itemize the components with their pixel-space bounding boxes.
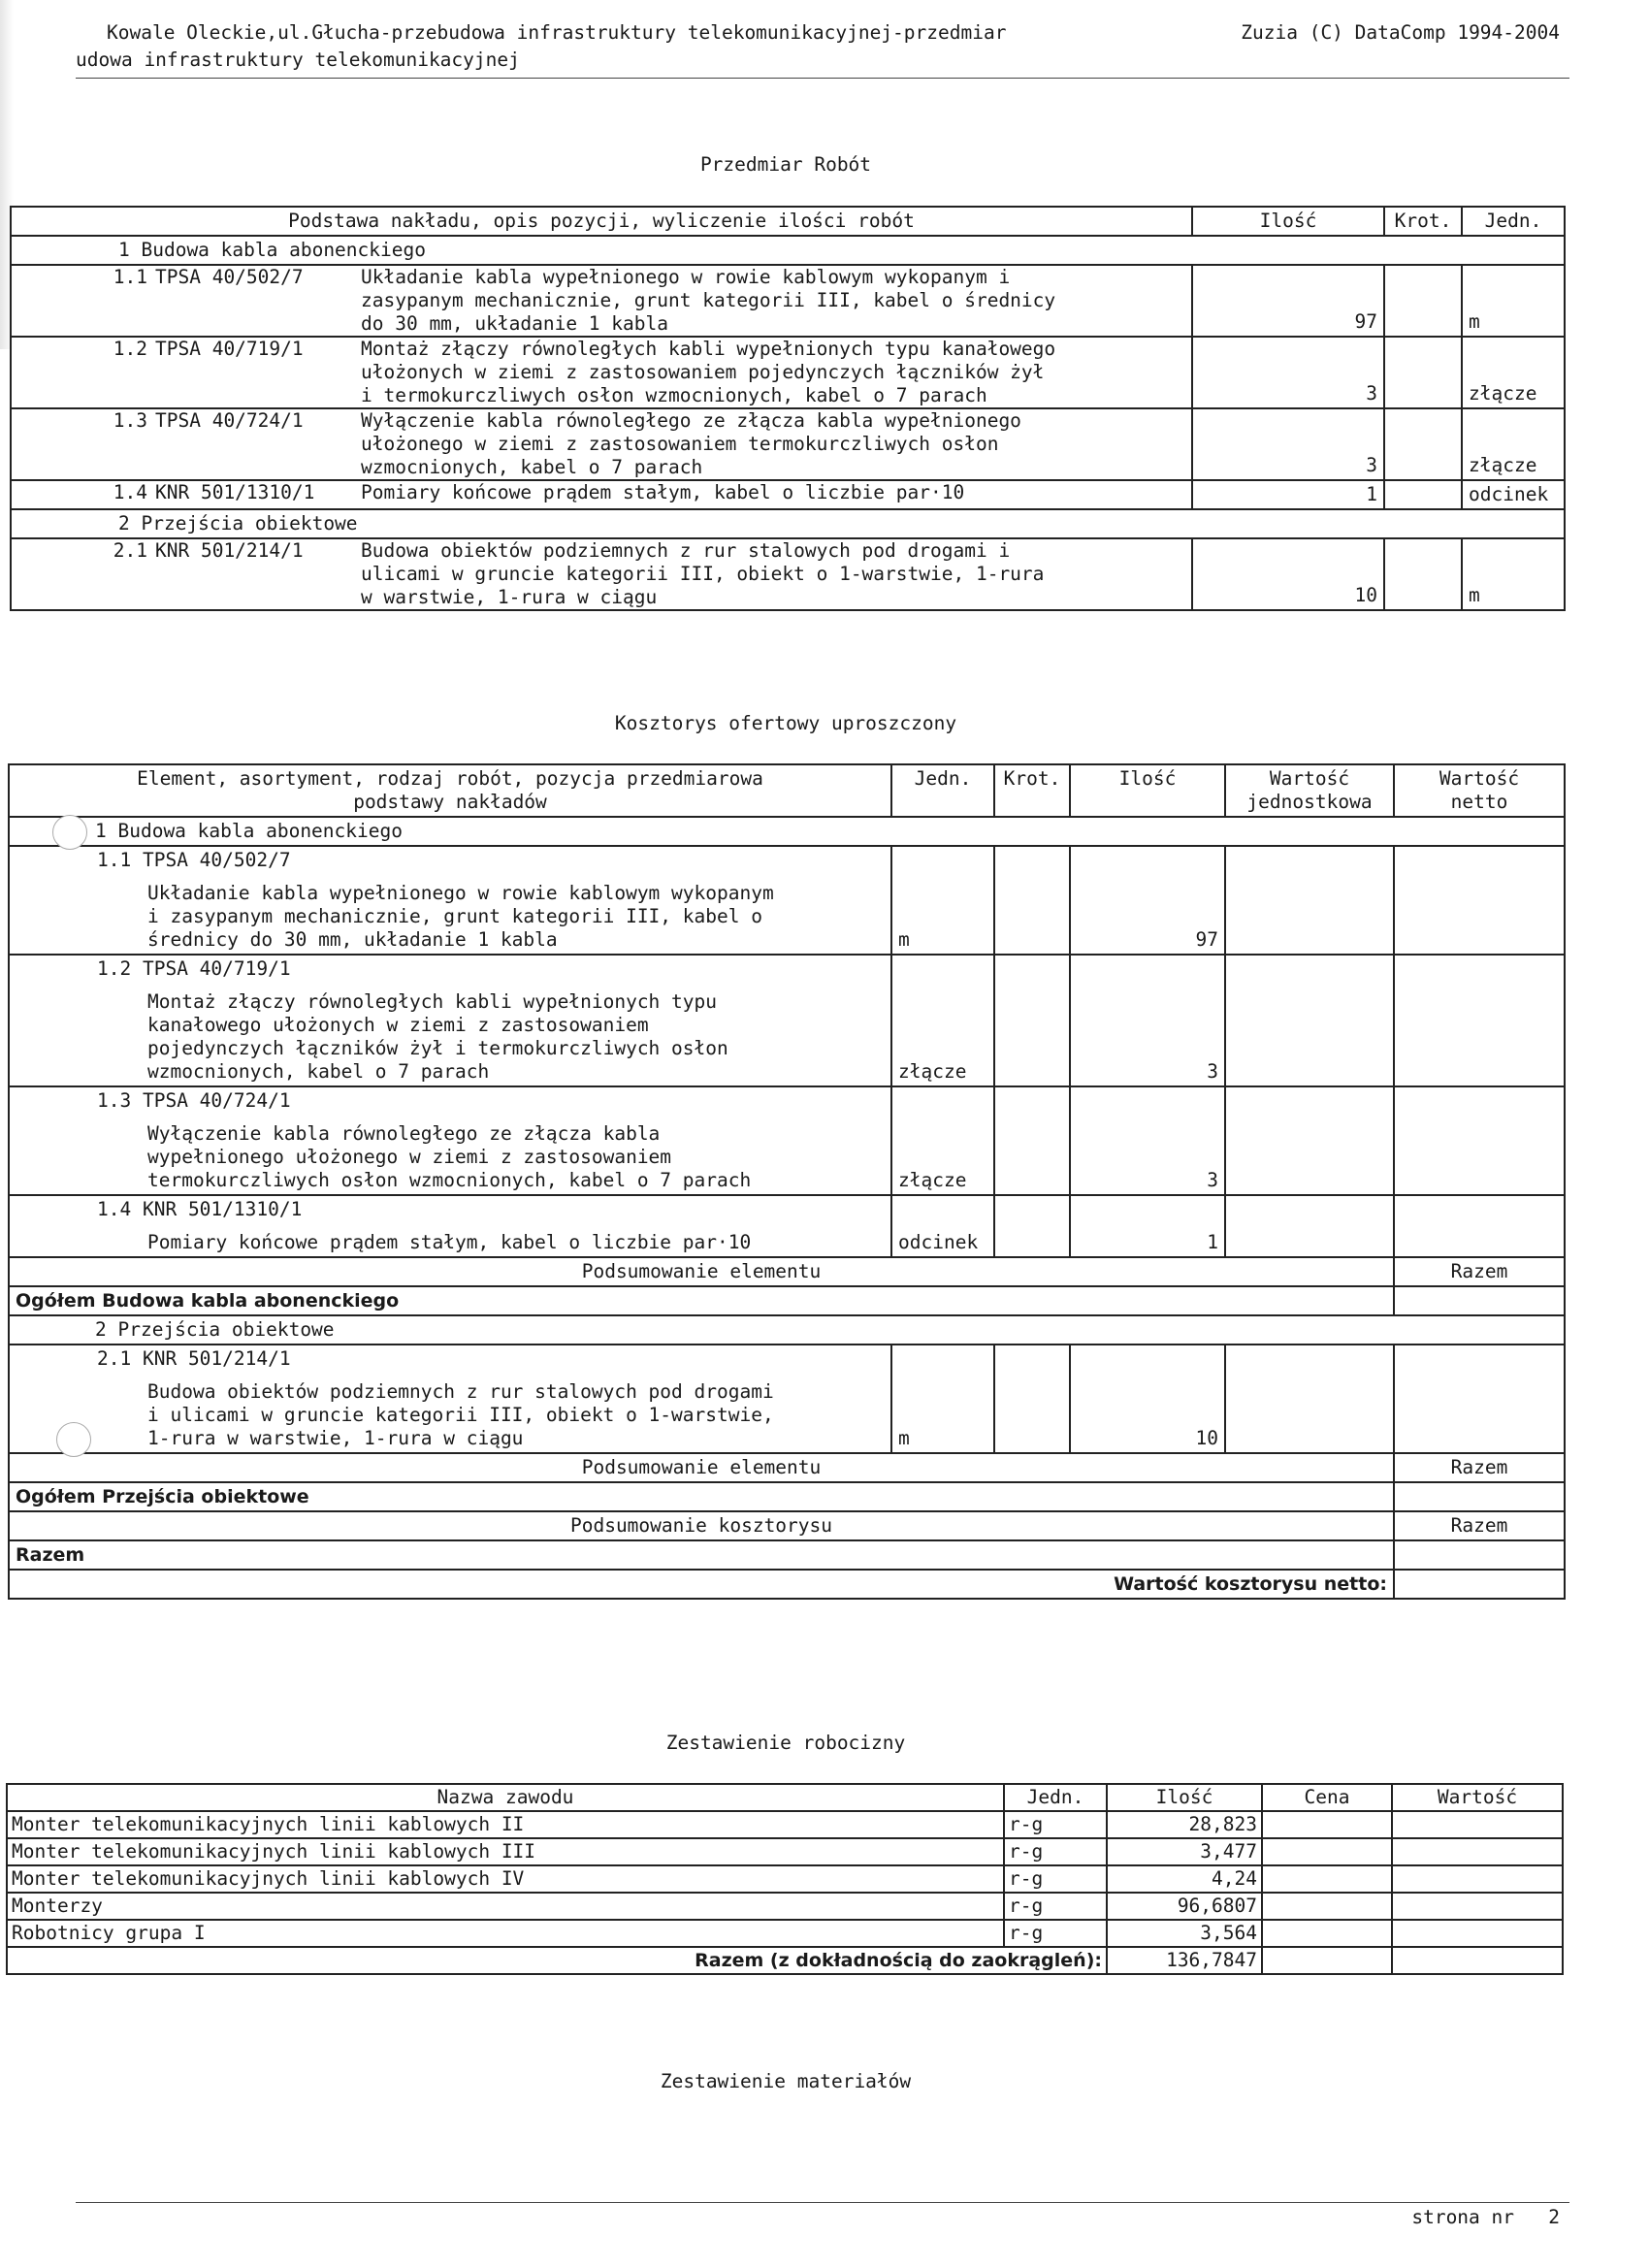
przedmiar-item-desc: Montaż złączy równoległych kabli wypełnionych typu kanałowego ułożonych w ziemi z zastosowaniem pojedynczych łączników żył i termokurczliwych osłon wzmocnionych, kabel o 7 parach	[361, 338, 1056, 406]
robocizna-name: Robotnicy grupa I	[7, 1920, 1004, 1947]
przedmiar-item-lp: 1.4	[113, 481, 147, 503]
kosztorys-item-desc: Pomiary końcowe prądem stałym, kabel o liczbie par·10	[147, 1231, 752, 1253]
robocizna-name: Monter telekomunikacyjnych linii kablowych III	[7, 1838, 1004, 1865]
przedmiar-group-row	[11, 236, 1565, 265]
kosztorys-item-krot	[994, 1086, 1070, 1195]
kosztorys-group-row	[9, 1315, 1565, 1345]
kosztorys-item-unit: złącze	[891, 955, 994, 1086]
robocizna-qty: 3,564	[1107, 1920, 1262, 1947]
kosztorys-col-krot: Krot.	[994, 764, 1070, 817]
robocizna-name: Monter telekomunikacyjnych linii kablowych II	[7, 1811, 1004, 1838]
kosztorys-item-ref	[16, 1198, 885, 1221]
kosztorys-final-total-label: Razem	[9, 1540, 1394, 1570]
kosztorys-col-qty: Ilość	[1070, 764, 1225, 817]
kosztorys-item-unit: złącze	[891, 1086, 994, 1195]
kosztorys-final-summary-label: Podsumowanie kosztorysu	[9, 1511, 1394, 1540]
robocizna-value	[1392, 1865, 1563, 1893]
robocizna-qty: 96,6807	[1107, 1893, 1262, 1920]
robocizna-qty: 4,24	[1107, 1865, 1262, 1893]
kosztorys-element-summary-razem: Razem	[1394, 1453, 1565, 1482]
przedmiar-item-krot	[1384, 408, 1462, 480]
kosztorys-item-desc: Wyłączenie kabla równoległego ze złącza kabla wypełnionego ułożonego w ziemi z zastosowaniem termokurczliwych osłon wzmocnionych, kabel o 7 parach	[147, 1122, 752, 1191]
kosztorys-col-net-value: Wartość netto	[1394, 764, 1565, 817]
kosztorys-final-summary-razem: Razem	[1394, 1511, 1565, 1540]
kosztorys-col-unit-value: Wartość jednostkowa	[1225, 764, 1394, 817]
kosztorys-item-net-value	[1394, 1195, 1565, 1257]
przedmiar-item-qty: 3	[1192, 337, 1384, 408]
kosztorys-element-total-row	[9, 1286, 1565, 1315]
page-number-value: 2	[1548, 2206, 1560, 2228]
kosztorys-final-total-row	[9, 1540, 1565, 1570]
punch-hole-mark	[56, 1422, 91, 1457]
robocizna-total-qty: 136,7847	[1107, 1947, 1262, 1974]
kosztorys-element-total-row	[9, 1482, 1565, 1511]
kosztorys-item-lp: 1.4	[97, 1198, 132, 1220]
kosztorys-item-code: TPSA 40/719/1	[142, 957, 291, 980]
kosztorys-item-unit-value	[1225, 1086, 1394, 1195]
kosztorys-item-code: KNR 501/1310/1	[142, 1198, 303, 1220]
kosztorys-item-ref	[16, 1089, 885, 1113]
przedmiar-col-desc: Podstawa nakładu, opis pozycji, wyliczenie ilości robót	[11, 207, 1192, 236]
kosztorys-final-total-value	[1394, 1540, 1565, 1570]
robocizna-name: Monterzy	[7, 1893, 1004, 1920]
przedmiar-item-qty: 3	[1192, 408, 1384, 480]
kosztorys-item-qty: 3	[1070, 1086, 1225, 1195]
robocizna-col-unit: Jedn.	[1004, 1784, 1107, 1811]
kosztorys-table	[8, 763, 1566, 1600]
robocizna-price	[1262, 1893, 1392, 1920]
robocizna-row	[7, 1893, 1563, 1920]
przedmiar-group-label: 1 Budowa kabla abonenckiego	[11, 236, 1565, 265]
przedmiar-col-qty: Ilość	[1192, 207, 1384, 236]
robocizna-total-row	[7, 1947, 1563, 1974]
kosztorys-element-summary-label: Podsumowanie elementu	[9, 1257, 1394, 1286]
kosztorys-item-ref	[16, 849, 885, 872]
kosztorys-item-unit-value	[1225, 1195, 1394, 1257]
przedmiar-title: Przedmiar Robót	[699, 153, 872, 176]
przedmiar-item-code: KNR 501/1310/1	[155, 481, 315, 503]
przedmiar-item-unit: m	[1462, 538, 1565, 610]
kosztorys-item-net-value	[1394, 1086, 1565, 1195]
przedmiar-item-krot	[1384, 337, 1462, 408]
header-project-title: Kowale Oleckie,ul.Głucha-przebudowa infrastruktury telekomunikacyjnej-przedmiar	[107, 21, 1007, 44]
kosztorys-item-unit-value	[1225, 955, 1394, 1086]
punch-hole-mark	[52, 815, 87, 850]
przedmiar-item-krot	[1384, 538, 1462, 610]
kosztorys-element-summary-razem: Razem	[1394, 1257, 1565, 1286]
robocizna-row	[7, 1865, 1563, 1893]
przedmiar-item-row	[11, 408, 1565, 480]
przedmiar-col-unit: Jedn.	[1462, 207, 1565, 236]
przedmiar-header-row	[11, 207, 1565, 236]
kosztorys-title: Kosztorys ofertowy uproszczony	[614, 712, 957, 734]
robocizna-row	[7, 1811, 1563, 1838]
robocizna-unit: r-g	[1004, 1811, 1107, 1838]
kosztorys-group-label: 1 Budowa kabla abonenckiego	[9, 817, 1565, 846]
kosztorys-col-unit: Jedn.	[891, 764, 994, 817]
kosztorys-element-summary-row	[9, 1257, 1565, 1286]
przedmiar-item-unit: złącze	[1462, 337, 1565, 408]
kosztorys-item-code: KNR 501/214/1	[142, 1347, 291, 1370]
robocizna-price	[1262, 1811, 1392, 1838]
kosztorys-item-unit-value	[1225, 1345, 1394, 1453]
kosztorys-element-total-value	[1394, 1482, 1565, 1511]
kosztorys-net-row	[9, 1570, 1565, 1599]
robocizna-value	[1392, 1811, 1563, 1838]
przedmiar-item-krot	[1384, 265, 1462, 337]
kosztorys-item-desc: Montaż złączy równoległych kabli wypełnionych typu kanałowego ułożonych w ziemi z zastosowaniem pojedynczych łączników żył i termokurczliwych osłon wzmocnionych, kabel o 7 parach	[147, 990, 728, 1083]
przedmiar-group-row	[11, 509, 1565, 538]
przedmiar-item-unit: złącze	[1462, 408, 1565, 480]
robocizna-row	[7, 1920, 1563, 1947]
kosztorys-net-value	[1394, 1570, 1565, 1599]
przedmiar-item-unit: odcinek	[1462, 480, 1565, 509]
kosztorys-element-summary-label: Podsumowanie elementu	[9, 1453, 1394, 1482]
przedmiar-item-code: TPSA 40/502/7	[155, 266, 304, 288]
kosztorys-item-qty: 1	[1070, 1195, 1225, 1257]
kosztorys-item-code: TPSA 40/724/1	[142, 1089, 291, 1112]
kosztorys-item-unit: m	[891, 846, 994, 955]
robocizna-col-value: Wartość	[1392, 1784, 1563, 1811]
kosztorys-element-total-label: Ogółem Budowa kabla abonenckiego	[9, 1286, 1394, 1315]
kosztorys-item-qty: 10	[1070, 1345, 1225, 1453]
kosztorys-item-lp: 1.1	[97, 849, 132, 871]
przedmiar-item-code: KNR 501/214/1	[155, 539, 304, 562]
robocizna-name: Monter telekomunikacyjnych linii kablowych IV	[7, 1865, 1004, 1893]
kosztorys-final-summary-row	[9, 1511, 1565, 1540]
kosztorys-item-code: TPSA 40/502/7	[142, 849, 291, 871]
przedmiar-item-row	[11, 538, 1565, 610]
robocizna-title: Zestawienie robocizny	[665, 1732, 906, 1754]
przedmiar-item-qty: 10	[1192, 538, 1384, 610]
page-number-label: strona nr	[1411, 2206, 1515, 2228]
kosztorys-group-label: 2 Przejścia obiektowe	[9, 1315, 1565, 1345]
kosztorys-item-ref	[16, 1347, 885, 1371]
header-software-credit: Zuzia (C) DataComp 1994-2004	[1241, 21, 1560, 44]
przedmiar-group-label: 2 Przejścia obiektowe	[11, 509, 1565, 538]
robocizna-unit: r-g	[1004, 1838, 1107, 1865]
kosztorys-header-row	[9, 764, 1565, 817]
kosztorys-item-lp: 1.2	[97, 957, 132, 980]
kosztorys-item-krot	[994, 1195, 1070, 1257]
przedmiar-item-code: TPSA 40/724/1	[155, 409, 304, 432]
przedmiar-item-desc: Budowa obiektów podziemnych z rur stalowych pod drogami i ulicami w gruncie kategorii III, obiekt o 1-warstwie, 1-rura w warstwie, 1-rura w ciągu	[361, 539, 1045, 608]
robocizna-total-price	[1262, 1947, 1392, 1974]
materialy-title: Zestawienie materiałów	[660, 2070, 912, 2092]
przedmiar-item-desc: Wyłączenie kabla równoległego ze złącza kabla wypełnionego ułożonego w ziemi z zastosowaniem termokurczliwych osłon wzmocnionych, kabel o 7 parach	[361, 409, 1021, 478]
footer-rule	[76, 2202, 1569, 2203]
kosztorys-element-summary-row	[9, 1453, 1565, 1482]
kosztorys-item-krot	[994, 955, 1070, 1086]
przedmiar-item-lp: 1.2	[113, 338, 147, 360]
przedmiar-item-desc: Układanie kabla wypełnionego w rowie kablowym wykopanym i zasypanym mechanicznie, grunt kategorii III, kabel o średnicy do 30 mm, układanie 1 kabla	[361, 266, 1056, 335]
przedmiar-item-lp: 1.1	[113, 266, 147, 288]
robocizna-qty: 3,477	[1107, 1838, 1262, 1865]
przedmiar-table	[10, 206, 1566, 611]
robocizna-price	[1262, 1838, 1392, 1865]
robocizna-value	[1392, 1838, 1563, 1865]
robocizna-unit: r-g	[1004, 1920, 1107, 1947]
kosztorys-item-row	[9, 1195, 1565, 1257]
kosztorys-item-lp: 1.3	[97, 1089, 132, 1112]
kosztorys-item-qty: 3	[1070, 955, 1225, 1086]
przedmiar-item-unit: m	[1462, 265, 1565, 337]
przedmiar-item-lp: 2.1	[113, 539, 147, 562]
kosztorys-item-row	[9, 1086, 1565, 1195]
kosztorys-item-qty: 97	[1070, 846, 1225, 955]
kosztorys-item-krot	[994, 1345, 1070, 1453]
przedmiar-item-desc: Pomiary końcowe prądem stałym, kabel o liczbie par·10	[361, 481, 965, 503]
kosztorys-item-row	[9, 955, 1565, 1086]
robocizna-total-value	[1392, 1947, 1563, 1974]
kosztorys-item-desc: Układanie kabla wypełnionego w rowie kablowym wykopanym i zasypanym mechanicznie, grunt kategorii III, kabel o średnicy do 30 mm, układanie 1 kabla	[147, 882, 774, 951]
kosztorys-element-total-value	[1394, 1286, 1565, 1315]
kosztorys-group-row	[9, 817, 1565, 846]
kosztorys-item-row	[9, 1345, 1565, 1453]
kosztorys-item-lp: 2.1	[97, 1347, 132, 1370]
header-rule	[76, 78, 1569, 79]
robocizna-unit: r-g	[1004, 1893, 1107, 1920]
page-number	[1411, 2206, 1560, 2229]
przedmiar-item-krot	[1384, 480, 1462, 509]
przedmiar-item-row	[11, 265, 1565, 337]
kosztorys-item-net-value	[1394, 846, 1565, 955]
robocizna-qty: 28,823	[1107, 1811, 1262, 1838]
przedmiar-item-qty: 1	[1192, 480, 1384, 509]
header-subtitle: udowa infrastruktury telekomunikacyjnej	[76, 49, 520, 71]
robocizna-value	[1392, 1920, 1563, 1947]
robocizna-row	[7, 1838, 1563, 1865]
robocizna-unit: r-g	[1004, 1865, 1107, 1893]
kosztorys-item-net-value	[1394, 1345, 1565, 1453]
przedmiar-item-qty: 97	[1192, 265, 1384, 337]
przedmiar-item-code: TPSA 40/719/1	[155, 338, 304, 360]
kosztorys-item-ref	[16, 957, 885, 981]
kosztorys-item-row	[9, 846, 1565, 955]
kosztorys-item-desc: Budowa obiektów podziemnych z rur stalowych pod drogami i ulicami w gruncie kategorii III, obiekt o 1-warstwie, 1-rura w warstwie, 1-rura w ciągu	[147, 1380, 774, 1449]
robocizna-col-price: Cena	[1262, 1784, 1392, 1811]
kosztorys-item-net-value	[1394, 955, 1565, 1086]
kosztorys-item-unit: odcinek	[891, 1195, 994, 1257]
robocizna-header-row	[7, 1784, 1563, 1811]
kosztorys-element-total-label: Ogółem Przejścia obiektowe	[9, 1482, 1394, 1511]
przedmiar-col-krot: Krot.	[1384, 207, 1462, 236]
przedmiar-item-row	[11, 337, 1565, 408]
przedmiar-item-row	[11, 480, 1565, 509]
kosztorys-net-label: Wartość kosztorysu netto:	[9, 1570, 1394, 1599]
robocizna-col-qty: Ilość	[1107, 1784, 1262, 1811]
robocizna-total-label: Razem (z dokładnością do zaokrągleń):	[7, 1947, 1107, 1974]
kosztorys-col-desc: Element, asortyment, rodzaj robót, pozycja przedmiarowa podstawy nakładów	[9, 764, 891, 817]
robocizna-col-name: Nazwa zawodu	[7, 1784, 1004, 1811]
przedmiar-item-lp: 1.3	[113, 409, 147, 432]
kosztorys-item-unit-value	[1225, 846, 1394, 955]
kosztorys-item-unit: m	[891, 1345, 994, 1453]
robocizna-price	[1262, 1920, 1392, 1947]
robocizna-price	[1262, 1865, 1392, 1893]
robocizna-value	[1392, 1893, 1563, 1920]
kosztorys-item-krot	[994, 846, 1070, 955]
robocizna-table	[6, 1783, 1564, 1975]
